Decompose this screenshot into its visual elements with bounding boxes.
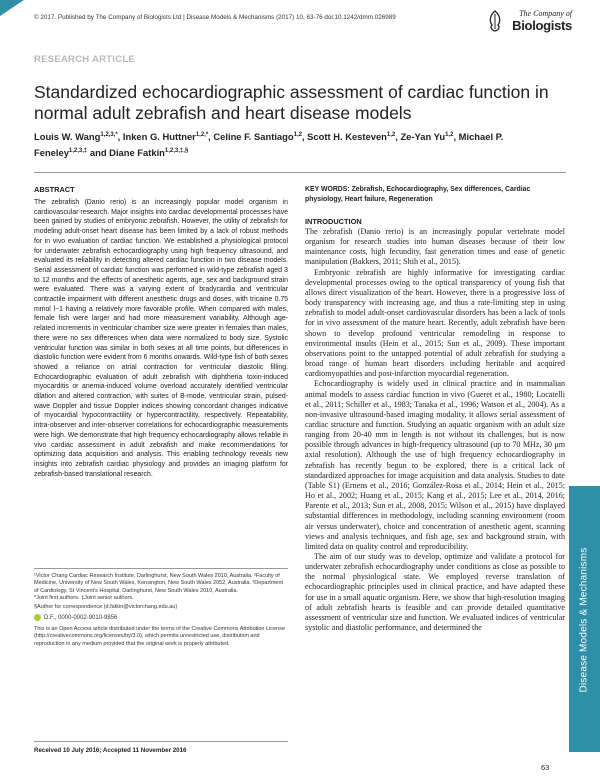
title-divider [34, 172, 566, 173]
author-name: Ze-Yan Yu [400, 131, 446, 143]
author-affiliation-marks: 1,2 [293, 132, 302, 138]
intro-paragraph: The zebrafish (Danio rerio) is an increasingly popular vertebrate model organism for research studies into human diseases because of their low maintenance costs, high fecundity, fast generation times and ease of genetic manipulation (Bakkers, 2011; Shih et al., 2015). [305, 227, 565, 267]
author-affiliation-marks: 1,2 [386, 132, 396, 138]
intro-paragraph: Embryonic zebrafish are highly informative for investigating cardiac developmental processes owing to the optical transparency of young fish that allows direct visualization of the heart. However, there is a progressive loss of body transparency with increasing age, and thus a rate-limiting step in using zebrafish to model adult-onset cardiovascular disorders has been a lack of tools for in vivo assessment of the mature heart. Recently, adult zebrafish have been shown to develop profound ventricular remodeling in response to environmental insults (Hein et al., 2015; Sun et al., 2009). These important observations point to the untapped potential of adult zebrafish for studying a broad range of human heart disorders including heritable and acquired cardiomyopathies and post-infarction myocardial regeneration. [305, 267, 565, 379]
keywords: KEY WORDS: Zebrafish, Echocardiography, Sex differences, Cardiac physiology, Heart failure, Regeneration [305, 186, 531, 203]
journal-sidebar-label: Disease Models & Mechanisms [578, 547, 590, 693]
article-type-label: RESEARCH ARTICLE [34, 54, 135, 65]
author-name: Diane Fatkin [109, 147, 165, 159]
author-affiliation-marks: 1,2 [445, 132, 454, 138]
footnote-divider [34, 568, 288, 569]
received-divider [34, 741, 288, 742]
logo-line-2: Biologists [512, 18, 572, 33]
received-dates: Received 10 July 2016; Accepted 11 November 2016 [34, 747, 187, 754]
author-affiliation-marks: 1,2,3,* [100, 132, 118, 138]
article-title: Standardized echocardiographic assessment of cardiac function in normal adult zebrafish and heart disease models [34, 82, 549, 123]
joint-authors-footnote: *Joint first authors. ‡Joint senior authors. [34, 595, 134, 601]
biologists-logo-icon [486, 10, 504, 32]
abstract-heading: ABSTRACT [34, 185, 75, 194]
abstract-text: The zebrafish (Danio rerio) is an increasingly popular model organism in cardiovascular research. Major insights into cardiac developmental processes have been gained by studies of embryonic zebrafish. However, the utility of zebrafish for modeling adult-onset heart disease has been limited by a lack of robust methods for in vivo evaluation of cardiac function. We established a physiological protocol for underwater zebrafish echocardiography using high frequency ultrasound, and evaluated its reliability in detecting altered cardiac function in two disease models. Serial assessment of cardiac function was performed in wild-type zebrafish aged 3 to 12 months and the effects of anesthetic agents, age, sex and background strain were evaluated. There was a varying extent of bradycardia and ventricular contractile impairment with different anesthetic drugs and doses, with tricaine 0.75 mmol l−1 having a relatively more favorable profile. When compared with males, female fish were larger and had more measurement variability. Although age-related increments in ventricular chamber size were greater in females than males, there were no sex differences when data were normalized to body size. Systolic ventricular function was similar in both sexes at all time points, but differences in diastolic function were evident from 6 months onwards. Wild-type fish of both sexes showed a reliance on atrial contraction for ventricular diastolic filling. Echocardiographic evaluation of adult zebrafish with diphtheria toxin-induced myocarditis or anemia-induced volume overload accurately identified ventricular dilation and altered contraction, with suites of B-mode, ventricular strain, pulsed-wave Doppler and tissue Doppler indices showing concordant changes indicative of myocardial hypocontractility or hypercontractility, respectively. Repeatability, intra-observer and inter-observer correlations for echocardiographic measurements were high. We demonstrate that high frequency echocardiography allows reliable in vivo cardiac assessment in adult zebrafish and make recommendations for optimizing data acquisition and analysis. This enabling technology reveals new insights into zebrafish cardiac physiology and provides an imaging platform for zebrafish-based translational research. [34, 199, 288, 478]
intro-paragraph: Echocardiography is widely used in clinical practice and in mammalian animal models to assess cardiac function in vivo (Gueret et al., 1980; Locatelli et al., 2011; Schiller et al., 1983; Tanaka et al., 1996; Watson et al., 2004). As a non-invasive ultrasound-based imaging modality, it allows serial assessment of cardiac structure and function. Studying an aquatic organism with an adult size ranging from 20-40 mm in length is not without its challenges, but is now possible through advances in high-frequency ultrasound (up to 70 MHz, 30 μm axial resolution). Although the use of high frequency echocardiography in zebrafish has recently begun to be explored, there is a critical lack of standardized approaches for image acquisition and data analysis. Studies to date (Table S1) (Ernens et al., 2016; González-Rosa et al., 2014; Hein et al., 2015; Ho et al., 2002; Huang et al., 2015; Kang et al., 2015; Lee et al., 2014, 2016; Parente et al., 2013; Sun et al., 2008, 2015; Wilson et al., 2015) have displayed substantial differences in methodology, including scanning environment (room air versus underwater), choice and concentration of anesthetic agent, scanning views and analysis techniques, and fish age, sex and background strain, with limited data on quality control and reproducibility. [305, 379, 565, 551]
author-list: Louis W. Wang$^{1,2,3,*}$, Inken G. Huttner$^{1,2,*}$, Celine F. Santiago$^{1,2}$, Scott H. Kesteven$^{1,2}$, Ze-Yan Yu$^{1,2}$, Michael P. Feneley$^{1,2,3,\ddagger}$ and Diane Fatkin$^{1,2,3,\ddagger,\S}$ [34, 131, 504, 159]
orcid-line [34, 614, 117, 621]
page-corner-icon [0, 0, 28, 20]
introduction-body [305, 227, 565, 633]
author-name: Scott H. Kesteven [307, 131, 387, 143]
correspondence-footnote: §Author for correspondence (d.fatkin@victorchang.edu.au) [34, 604, 178, 610]
orcid-id: D.F., 0000-0002-9010-9856 [44, 614, 118, 621]
author-affiliation-marks: 1,2,3,‡,§ [164, 148, 189, 155]
intro-paragraph: The aim of our study was to develop, optimize and validate a protocol for underwater zebrafish echocardiography under conditions as close as possible to the normal physiological state. We employed reverse translation of echocardiographic principles used in clinical practice, and have adapted these for use in a small aquatic organism. Here, we show that high-resolution imaging of adult zebrafish hearts is feasible and can provide detailed quantitative assessment of ventricular size and function. We evaluated indices of ventricular systolic and diastolic performance, and determined the [305, 552, 565, 633]
journal-citation-header: © 2017. Published by The Company of Biologists Ltd | Disease Models & Mechanisms (2017) 10, 63-76 doi:10.1242/dmm.026989 [34, 14, 396, 21]
author-name: Celine F. Santiago [213, 131, 294, 143]
publisher-logo [480, 6, 572, 38]
affiliations-footnote: ¹Victor Chang Cardiac Research Institute, Darlinghurst, New South Wales 2010, Australia. ²Faculty of Medicine, University of New South Wales, Kensington, New South Wales 2052, Australia. ³Department of Cardiology, St Vincent's Hospital, Darlinghurst, New South Wales 2010, Australia. [34, 573, 284, 594]
logo-line-1: The Company of [519, 9, 572, 18]
orcid-icon [34, 614, 41, 621]
author-name: Louis W. Wang [34, 131, 101, 143]
author-affiliation-marks: 1,2,* [195, 132, 209, 138]
author-name: Michael P. Feneley [34, 131, 504, 159]
page-number: 63 [541, 763, 550, 772]
license-footnote: This is an Open Access article distributed under the terms of the Creative Commons Attribution License (http://creativecommons.org/licenses/by/3.0), which permits unrestricted use, distribution and reproduction in any medium provided that the original work is properly attributed. [34, 626, 285, 647]
introduction-heading: INTRODUCTION [305, 217, 362, 226]
author-affiliation-marks: 1,2,3,‡ [68, 148, 88, 155]
author-name: Inken G. Huttner [122, 131, 196, 143]
